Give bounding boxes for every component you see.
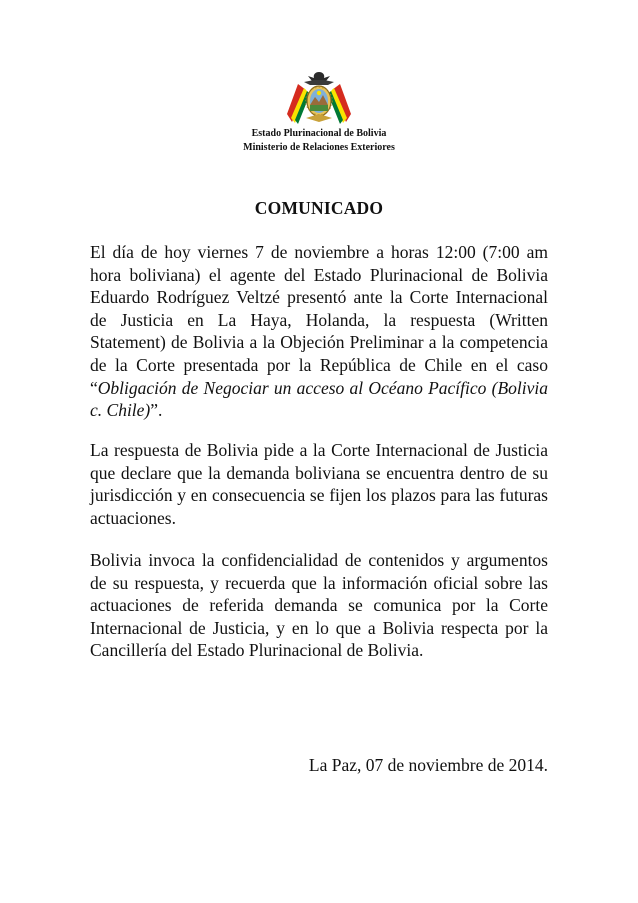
header-line-ministry: Ministerio de Relaciones Exteriores (243, 142, 395, 153)
place-and-date: La Paz, 07 de noviembre de 2014. (308, 755, 548, 775)
coat-of-arms-icon (284, 70, 354, 126)
page-title: COMUNICADO (254, 198, 384, 218)
paragraph-1 (90, 241, 548, 422)
header-line-state: Estado Plurinacional de Bolivia (251, 128, 387, 139)
paragraph-1-text: El día de hoy viernes 7 de noviembre a horas 12:00 (7:00 am hora boliviana) el agente del Estado Plurinacional de Bolivia Eduardo Rodríguez Veltzé presentó ante la Corte Internacional de Justicia en La Haya, Holanda, la respuesta (Written Statement) de Bolivia a la Objeción Preliminar a la competencia de la Corte presentada por la República de Chile en el caso “ (90, 242, 548, 398)
paragraph-3: Bolivia invoca la confidencialidad de contenidos y argumentos de su respuesta, y recuerda que la información oficial sobre las actuaciones de referida demanda se comunica por la Corte Internacional de Justicia, y en lo que a Bolivia respecta por la Cancillería del Estado Plurinacional de Bolivia. (90, 550, 548, 661)
paragraph-2: La respuesta de Bolivia pide a la Corte Internacional de Justicia que declare que la demanda boliviana se encuentra dentro de su jurisdicción y en consecuencia se fijen los plazos para las futuras actuaciones. (90, 440, 548, 528)
paragraph-1-end: ”. (150, 400, 163, 421)
case-name: Obligación de Negociar un acceso al Océano Pacífico (Bolivia c. Chile) (90, 377, 548, 421)
